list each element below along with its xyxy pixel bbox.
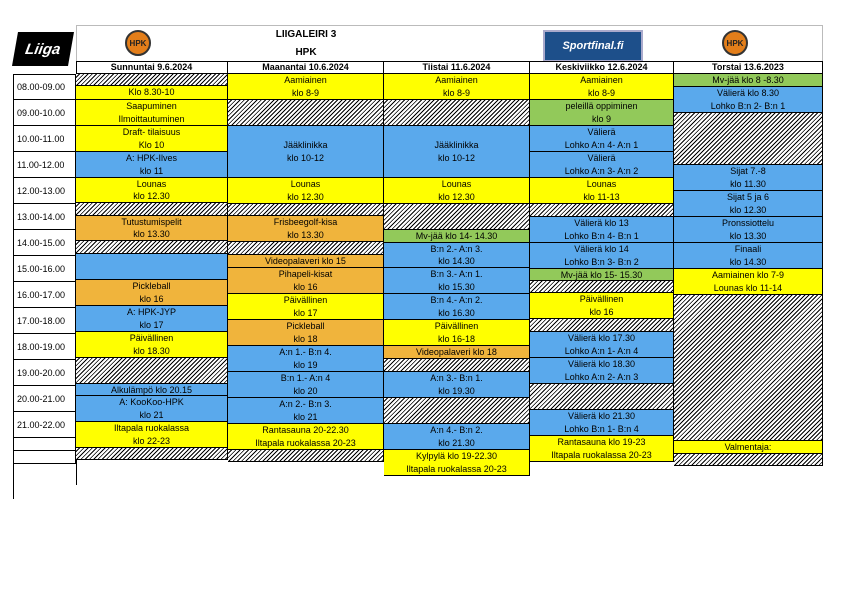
event-text: Välierä klo 18.30 [567, 358, 636, 369]
event-text: klo 21 [293, 411, 318, 422]
sportfinal-logo-icon: Sportfinal.fi [543, 30, 643, 62]
event-text: Lohko B:n 4- B:n 1 [564, 230, 639, 241]
event-text: Jääklinikka [434, 139, 479, 150]
time-slot-label: 17.00-18.00 [13, 308, 76, 334]
time-slot-label: 20.00-21.00 [13, 386, 76, 412]
event-block [674, 441, 823, 454]
event-text: Välierä [587, 152, 616, 163]
event-text: klo 18 [293, 333, 318, 344]
event-block [384, 346, 530, 359]
event-text: Rantasauna klo 19-23 [557, 436, 646, 447]
event-block [530, 410, 674, 436]
time-slot-label: 11.00-12.00 [13, 152, 76, 178]
empty-slot [674, 113, 823, 165]
event-text: Välierä klo 17.30 [567, 332, 636, 343]
event-text: Välierä klo 21.30 [567, 410, 636, 421]
event-text: Aamiainen klo 7-9 [711, 269, 785, 280]
time-slot-label: 09.00-10.00 [13, 100, 76, 126]
event-block [530, 178, 674, 204]
event-text: Rantasauna 20-22.30 [262, 424, 349, 435]
event-text: A: HPK-Ilves [125, 152, 177, 163]
event-text: klo 19.30 [438, 385, 475, 396]
event-text: Aamiainen [435, 74, 478, 85]
event-text: klo 8-9 [587, 87, 615, 98]
event-block [228, 294, 384, 320]
event-text: klo 22-23 [132, 435, 171, 446]
time-slot-label: 12.00-13.00 [13, 178, 76, 204]
event-block [384, 243, 530, 268]
event-text: A:n 2.- B:n 3. [279, 398, 332, 409]
header-box-right [822, 25, 823, 61]
event-block [76, 306, 228, 332]
empty-slot [76, 241, 228, 254]
event-text: Kylpylä klo 19-22.30 [415, 450, 498, 461]
event-text: Välierä klo 14 [574, 243, 629, 254]
event-block [76, 216, 228, 241]
event-text: Lohko B:n 2- B:n 1 [710, 100, 786, 111]
event-block [674, 165, 823, 191]
time-slot-label: 08.00-09.00 [13, 74, 76, 100]
event-block [228, 268, 384, 294]
event-text: klo 8-9 [442, 87, 470, 98]
empty-slot [228, 242, 384, 255]
event-text: Videopalaveri klo 15 [265, 255, 346, 266]
event-text: Draft- tilaisuus [122, 126, 181, 137]
event-block [384, 268, 530, 294]
event-text: Lounas klo 11-14 [713, 282, 783, 293]
event-block [228, 424, 384, 450]
event-block [228, 398, 384, 424]
event-text: Lohko B:n 1- B:n 4 [564, 423, 639, 434]
event-block [76, 396, 228, 422]
event-text: peleillä oppiminen [565, 100, 638, 111]
header-box-left [76, 25, 77, 61]
time-slot-label: 15.00-16.00 [13, 256, 76, 282]
event-block [674, 87, 823, 113]
event-text: klo 10-12 [286, 152, 325, 163]
event-text: Klo 8.30-10 [128, 87, 175, 97]
event-text: Aamiainen [580, 74, 623, 85]
event-block [530, 217, 674, 243]
event-block [384, 372, 530, 398]
event-text: klo 16-18 [437, 333, 476, 344]
event-block [530, 74, 674, 100]
event-text: klo 13.30 [133, 229, 170, 239]
event-block [530, 126, 674, 152]
event-text: klo 21 [139, 409, 164, 420]
event-text: A:n 4.- B:n 2. [430, 424, 483, 435]
event-text: Lohko A:n 4- A:n 1 [564, 139, 639, 150]
event-text: A:n 1.- B:n 4. [279, 346, 332, 357]
event-text: klo 17 [139, 319, 164, 330]
empty-slot [384, 204, 530, 230]
event-text: Lounas [136, 179, 167, 189]
event-block [228, 372, 384, 398]
event-block [384, 450, 530, 476]
event-text: Tutustumispelit [121, 217, 182, 227]
empty-slot [674, 295, 823, 441]
event-text: Saapuminen [126, 100, 177, 111]
event-text: klo 20 [293, 385, 318, 396]
event-block [674, 269, 823, 295]
hpk-logo-left-icon: HPK [125, 30, 151, 56]
event-block [530, 332, 674, 358]
event-block [228, 255, 384, 268]
event-text: Lounas [586, 178, 617, 189]
event-text: B:n 2.- A:n 3. [430, 244, 483, 254]
time-slot-label: 14.00-15.00 [13, 230, 76, 256]
event-block [384, 74, 530, 100]
event-text: klo 14.30 [438, 256, 475, 266]
event-text: Mv-jää klo 14- 14.30 [415, 230, 498, 241]
event-text: klo 8-9 [291, 87, 319, 98]
event-block [384, 320, 530, 346]
event-text: klo 15.30 [438, 281, 475, 292]
empty-slot [530, 281, 674, 293]
event-text: klo 17 [293, 307, 318, 318]
event-block [674, 74, 823, 87]
event-block [530, 293, 674, 319]
event-text: Iltapala ruokalassa 20-23 [255, 437, 356, 448]
event-text: Pihapeli-kisat [278, 268, 333, 279]
event-text: Klo 10 [138, 139, 165, 150]
event-block [530, 269, 674, 281]
event-text: Ilmoittautuminen [118, 113, 185, 124]
empty-slot [76, 203, 228, 216]
event-block [530, 358, 674, 384]
event-text: Lounas [441, 178, 472, 189]
event-block [530, 100, 674, 126]
event-text: klo 11.30 [730, 178, 766, 189]
time-slot-label: 10.00-11.00 [13, 126, 76, 152]
event-block [530, 152, 674, 178]
event-block [384, 178, 530, 204]
day-header: Maanantai 10.6.2024 [228, 61, 384, 74]
event-text: klo 9 [591, 113, 611, 124]
event-text: Välierä [587, 126, 616, 137]
event-text: klo 13.30 [287, 229, 324, 240]
event-block [228, 346, 384, 372]
time-slot-label: 18.00-19.00 [13, 334, 76, 360]
event-block [674, 243, 823, 269]
time-slot-label: 19.00-20.00 [13, 360, 76, 386]
event-text: Mv-jää klo 8 -8.30 [712, 74, 784, 85]
event-block [76, 422, 228, 448]
page-title: LIIGALEIRI 3 [275, 29, 337, 40]
event-text: Lohko B:n 3- B:n 2 [564, 256, 639, 267]
day-header: Sunnuntai 9.6.2024 [76, 61, 228, 74]
empty-slot [674, 454, 823, 466]
event-text: Lohko A:n 1- A:n 4 [564, 345, 639, 356]
event-block [76, 178, 228, 203]
event-text: Iltapala ruokalassa 20-23 [551, 449, 652, 460]
event-text: A: HPK-JYP [126, 306, 176, 317]
event-text: klo 16 [139, 293, 164, 304]
empty-slot [228, 204, 384, 216]
empty-slot [384, 359, 530, 372]
event-text: Alkulämpö klo 20.15 [110, 384, 193, 395]
event-text: Pickleball [286, 320, 325, 331]
event-text: klo 14.30 [729, 256, 767, 267]
event-block [76, 280, 228, 306]
event-text: Päivällinen [434, 320, 479, 331]
empty-slot [76, 74, 228, 86]
event-text: klo 12.30 [133, 191, 170, 201]
event-block [384, 126, 530, 178]
header-box-top [76, 25, 823, 26]
event-text: B:n 3.- A:n 1. [430, 268, 483, 279]
time-slot-label: 13.00-14.00 [13, 204, 76, 230]
event-text: A: KooKoo-HPK [119, 396, 184, 407]
event-block [530, 243, 674, 269]
event-text: klo 11-13 [583, 191, 620, 202]
hpk-logo-right-icon: HPK [722, 30, 748, 56]
event-text: klo 19 [293, 359, 318, 370]
empty-slot [76, 448, 228, 460]
event-block [76, 86, 228, 100]
event-text: B:n 4.- A:n 2. [430, 294, 483, 305]
event-text: Lohko A:n 2- A:n 3 [564, 371, 639, 382]
event-block [530, 436, 674, 462]
empty-slot [530, 384, 674, 410]
event-text: Lohko A:n 3- A:n 2 [564, 165, 639, 176]
time-slot-empty [13, 451, 76, 464]
event-text: klo 12.30 [729, 204, 767, 215]
event-text: Jääklinikka [283, 139, 328, 150]
event-text: Välierä klo 8.30 [716, 87, 780, 98]
empty-slot [228, 450, 384, 462]
time-slot-empty [13, 438, 76, 451]
event-text: klo 13.30 [729, 230, 767, 241]
event-block [228, 178, 384, 204]
event-text: klo 11 [139, 165, 164, 176]
event-block [76, 100, 228, 126]
event-block [384, 294, 530, 320]
event-block [228, 216, 384, 242]
event-text: Sijat 5 ja 6 [726, 191, 770, 202]
event-text: B:n 1.- A:n 4 [280, 372, 331, 383]
day-header: Torstai 13.6.2023 [674, 61, 823, 74]
event-block [76, 384, 228, 396]
time-slot-label: 16.00-17.00 [13, 282, 76, 308]
empty-slot [384, 398, 530, 424]
event-text: klo 16 [589, 306, 614, 317]
event-block [384, 424, 530, 450]
event-text: klo 21.30 [438, 437, 475, 448]
empty-slot [228, 100, 384, 126]
event-block [384, 230, 530, 243]
event-text: Pickleball [132, 280, 171, 291]
event-block [674, 191, 823, 217]
event-text: Päivällinen [129, 332, 174, 343]
event-text: klo 12.30 [438, 191, 475, 202]
bottom-stub [13, 485, 14, 499]
empty-slot [530, 319, 674, 332]
event-text: klo 18.30 [133, 345, 170, 356]
event-text: Päivällinen [579, 293, 624, 304]
event-block [76, 126, 228, 152]
event-block [76, 152, 228, 178]
event-text: Sijat 7.-8 [730, 165, 766, 176]
event-text: klo 10-12 [437, 152, 476, 163]
liiga-logo-icon: Liiga [12, 32, 74, 66]
day-header: Keskiviikko 12.6.2024 [530, 61, 674, 74]
event-block [228, 126, 384, 178]
event-text: Iltapala ruokalassa [113, 422, 190, 433]
event-block [228, 74, 384, 100]
empty-slot [76, 358, 228, 384]
empty-slot [530, 204, 674, 217]
page-subtitle: HPK [295, 47, 317, 58]
empty-slot [76, 254, 228, 280]
event-text: Lounas [290, 178, 321, 189]
event-block [76, 332, 228, 358]
event-text: klo 16.30 [438, 307, 475, 318]
event-text: Välierä klo 13 [574, 217, 629, 228]
event-text: Valmentaja: [724, 441, 772, 452]
event-text: klo 16 [293, 281, 318, 292]
event-text: Päivällinen [283, 294, 328, 305]
event-text: Aamiainen [284, 74, 327, 85]
time-slot-label: 21.00-22.00 [13, 412, 76, 438]
event-text: Videopalaveri klo 18 [416, 346, 497, 357]
empty-slot [384, 100, 530, 126]
event-block [228, 320, 384, 346]
event-text: Frisbeegolf-kisa [273, 216, 338, 227]
event-text: Mv-jää klo 15- 15.30 [560, 269, 643, 280]
event-text: Finaali [734, 243, 762, 254]
event-text: Iltapala ruokalassa 20-23 [406, 463, 507, 474]
event-text: klo 12.30 [287, 191, 324, 202]
day-header: Tiistai 11.6.2024 [384, 61, 530, 74]
event-block [674, 217, 823, 243]
event-text: A:n 3.- B:n 1. [430, 372, 483, 383]
event-text: Pronssiottelu [721, 217, 775, 228]
